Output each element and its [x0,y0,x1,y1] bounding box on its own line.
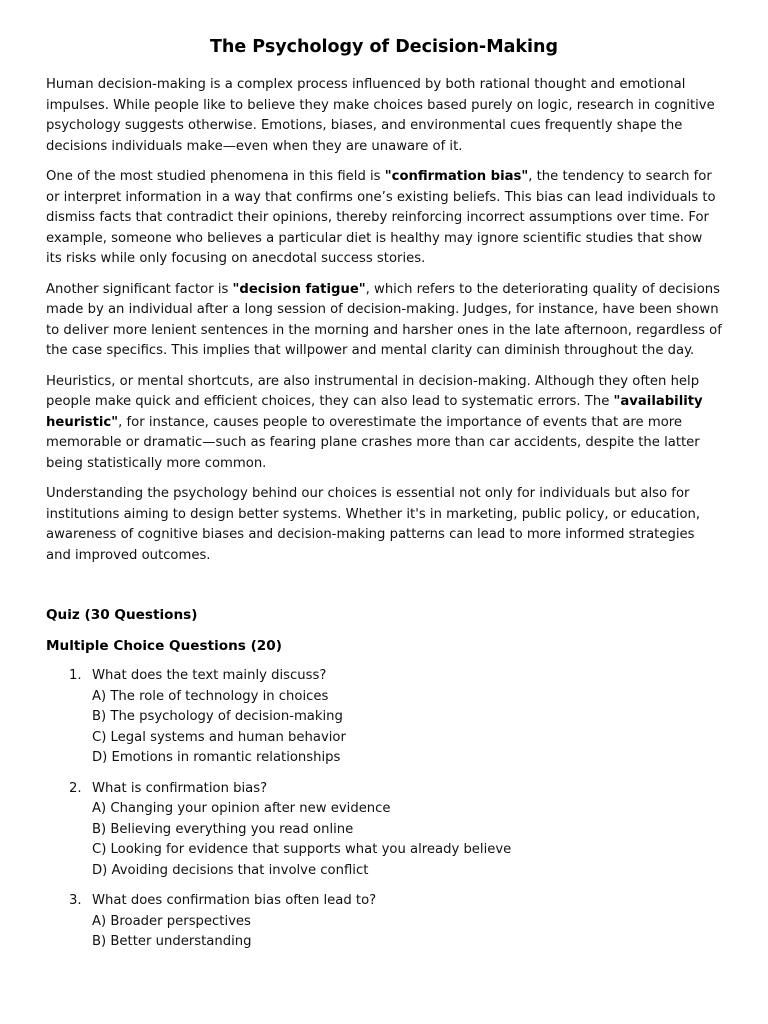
paragraph-text: , for instance, causes people to overestimate the importance of events that are more memorable or dramatic—such as fearing plane crashes more than car accidents, despite the latter being statistically more common. [46,414,700,471]
question-item [69,891,722,953]
key-term: "decision fatigue" [232,281,366,297]
question-list [46,666,722,953]
question-item [69,666,722,769]
paragraph-text: Another significant factor is [46,281,233,297]
paragraph [46,167,722,270]
section-spacer [46,576,722,605]
answer-option: A) The role of technology in choices [92,688,329,704]
page-title: The Psychology of Decision-Making [209,37,559,57]
paragraph-text: , which refers to the deteriorating quality of decisions made by an individual after a long session of decision-making. Judges, for instance, have been shown to deliver more lenient sentences in the morning and harsher ones in the late afternoon, regardless of the case specifics. This implies that willpower and mental clarity can diminish throughout the day. [46,281,722,358]
paragraph-text: Human decision-making is a complex process influenced by both rational thought and emotional impulses. While people like to believe they make choices based purely on logic, research in cognitive psychology suggests otherwise. Emotions, biases, and environmental cues frequently shape the decisions individuals make—even when they are unaware of it. [46,77,715,154]
question-number: 3. [69,893,82,908]
answer-option: D) Emotions in romantic relationships [92,750,341,765]
quiz-heading: Quiz (30 Questions) [46,607,198,623]
key-term: "confirmation bias" [384,169,529,184]
paragraph-text: , the tendency to search for or interpret information in a way that confirms one’s existing beliefs. This bias can lead individuals to dismiss facts that contradict their opinions, thereby reinforcing incorrect assumptions over time. For example, someone who believes a particular diet is healthy may ignore scientific studies that show its risks while only focusing on anecdotal success stories. [46,169,716,266]
paragraph-text: One of the most studied phenomena in this field is [46,169,385,184]
question-text: What does confirmation bias often lead to? [92,893,377,908]
answer-option: B) The psychology of decision-making [92,709,343,724]
article-body [46,75,722,566]
mcq-heading: Multiple Choice Questions (20) [46,637,282,654]
question-item [69,779,722,882]
question-number: 1. [69,668,82,683]
question-number: 2. [69,780,82,796]
answer-option: C) Looking for evidence that supports what you already believe [92,842,512,857]
paragraph-text: Heuristics, or mental shortcuts, are also instrumental in decision-making. Although they often help people make quick and efficient choices, they can also lead to systematic errors. The [46,373,700,409]
paragraph [46,280,722,362]
answer-option: B) Better understanding [92,934,252,949]
answer-option: A) Broader perspectives [92,913,251,929]
paragraph [46,372,722,475]
question-text: What is confirmation bias? [92,780,268,796]
paragraph [46,75,722,157]
answer-option: C) Legal systems and human behavior [92,729,346,745]
paragraph [46,484,722,566]
question-text: What does the text mainly discuss? [92,668,327,683]
paragraph-text: Understanding the psychology behind our choices is essential not only for individuals but also for institutions aiming to design better systems. Whether it's in marketing, public policy, or education, awareness of cognitive biases and decision-making patterns can lead to more informed strategies and improved outcomes. [46,486,701,563]
answer-option: A) Changing your opinion after new evidence [92,801,391,816]
answer-option: D) Avoiding decisions that involve conflict [92,862,369,878]
key-term: "availability heuristic" [46,394,703,430]
answer-option: B) Believing everything you read online [92,821,354,837]
